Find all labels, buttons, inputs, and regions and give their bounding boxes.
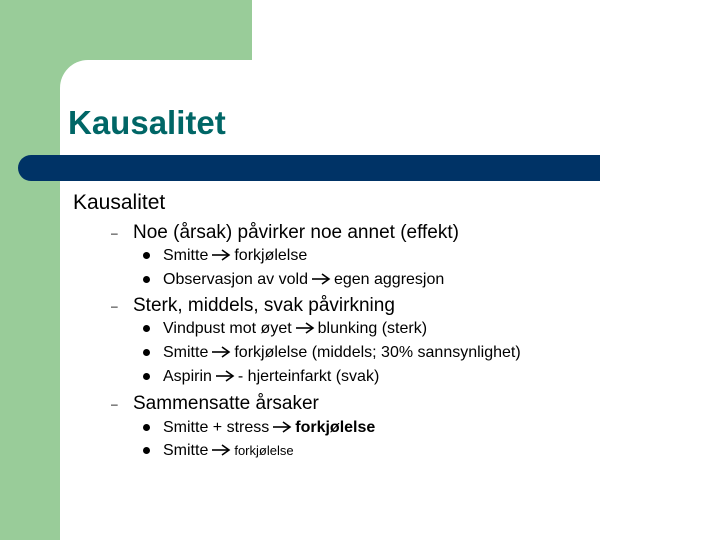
- list-item: [163, 443, 294, 459]
- cause-text: Observasjon av vold: [163, 271, 308, 288]
- bullet-icon: [143, 252, 150, 259]
- bullet-icon: [143, 325, 150, 332]
- arrow-icon: [272, 421, 292, 433]
- section-text: Noe (årsak) påvirker noe annet (effekt): [133, 222, 459, 243]
- effect-text: - hjerteinfarkt (svak): [237, 368, 380, 385]
- slide-title: Kausalitet: [68, 104, 226, 141]
- cause-text: Smitte: [163, 247, 209, 264]
- arrow-icon: [211, 444, 231, 456]
- bullet-icon: [143, 373, 150, 380]
- effect-text: forkjølelse (middels; 30% sannsynlighet): [234, 344, 521, 361]
- list-item: [163, 248, 307, 264]
- section-label: [111, 222, 459, 243]
- section-label: [111, 295, 395, 316]
- effect-text: forkjølelse: [295, 419, 376, 436]
- list-item: [163, 420, 375, 436]
- bullet-icon: [143, 447, 150, 454]
- list-item: [163, 321, 427, 337]
- cause-text: Smitte + stress: [163, 419, 270, 436]
- section-text: Sterk, middels, svak påvirkning: [133, 295, 395, 316]
- effect-text: forkjølelse: [234, 443, 294, 458]
- list-item: [163, 272, 444, 288]
- cause-text: Smitte: [163, 442, 209, 459]
- effect-text: egen aggresjon: [333, 271, 445, 288]
- title-bar: [18, 155, 600, 181]
- bullet-icon: [143, 424, 150, 431]
- section-label: [111, 393, 319, 414]
- bullet-icon: [143, 349, 150, 356]
- cause-text: Smitte: [163, 344, 209, 361]
- list-item: [163, 345, 521, 361]
- decorative-green-strip: [0, 60, 60, 540]
- bullet-icon: [143, 276, 150, 283]
- dash-icon: –: [111, 226, 118, 240]
- arrow-icon: [211, 346, 231, 358]
- arrow-icon: [211, 249, 231, 261]
- main-bullet-heading: Kausalitet: [73, 191, 166, 214]
- cause-text: Aspirin: [163, 368, 212, 385]
- arrow-icon: [311, 273, 331, 285]
- effect-text: blunking (sterk): [317, 320, 428, 337]
- list-item: [163, 369, 379, 385]
- effect-text: forkjølelse: [234, 247, 308, 264]
- dash-icon: –: [111, 299, 118, 313]
- cause-text: Vindpust mot øyet: [163, 320, 292, 337]
- arrow-icon: [215, 370, 235, 382]
- arrow-icon: [295, 322, 315, 334]
- dash-icon: –: [111, 397, 118, 411]
- section-text: Sammensatte årsaker: [133, 393, 319, 414]
